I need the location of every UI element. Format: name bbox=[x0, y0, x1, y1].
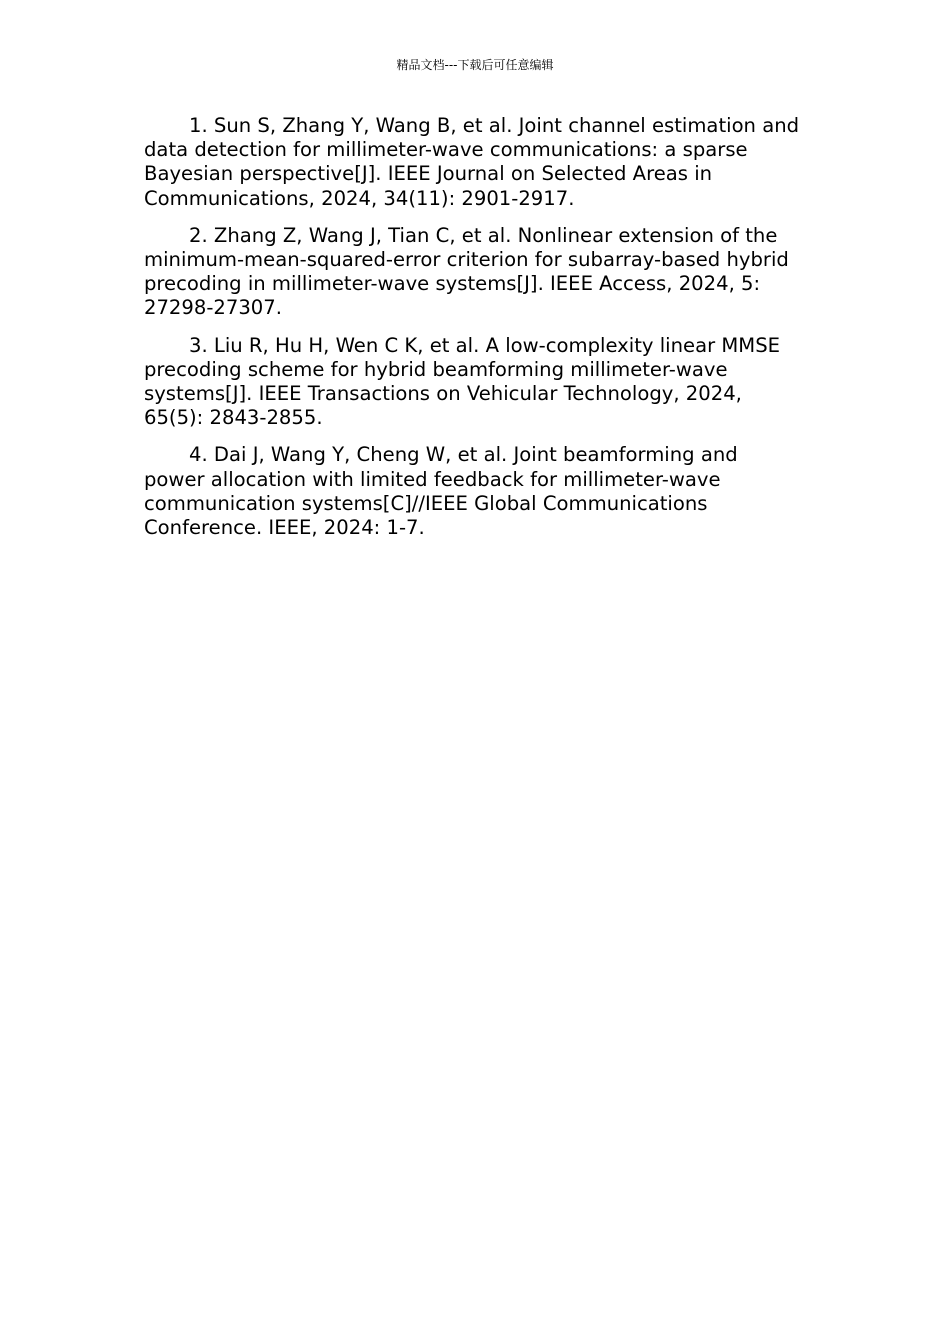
reference-item-3: 3. Liu R, Hu H, Wen C K, et al. A low-complexity linear MMSE precoding scheme for hybrid beamforming millimeter-wave systems[J]. IEEE Transactions on Vehicular Technology, 2024, 65(5): 2843-2855. bbox=[144, 333, 781, 430]
reference-item-2: 2. Zhang Z, Wang J, Tian C, et al. Nonlinear extension of the minimum-mean-squared-error criterion for subarray-based hybrid precoding in millimeter-wave systems[J]. IEEE Access, 2024, 5: 27298-27307. bbox=[144, 223, 789, 320]
reference-list bbox=[144, 114, 800, 553]
page-header: 精品文档---下载后可任意编辑 bbox=[396, 58, 554, 72]
reference-item-1: 1. Sun S, Zhang Y, Wang B, et al. Joint channel estimation and data detection for millimeter-wave communications: a sparse Bayesian perspective[J]. IEEE Journal on Selected Areas in Communications, 2024, 34(11): 2901-2917. bbox=[144, 114, 800, 210]
reference-item-4: 4. Dai J, Wang Y, Cheng W, et al. Joint beamforming and power allocation with limited feedback for millimeter-wave communication systems[C]//IEEE Global Communications Conference. IEEE, 2024: 1-7. bbox=[144, 443, 738, 540]
